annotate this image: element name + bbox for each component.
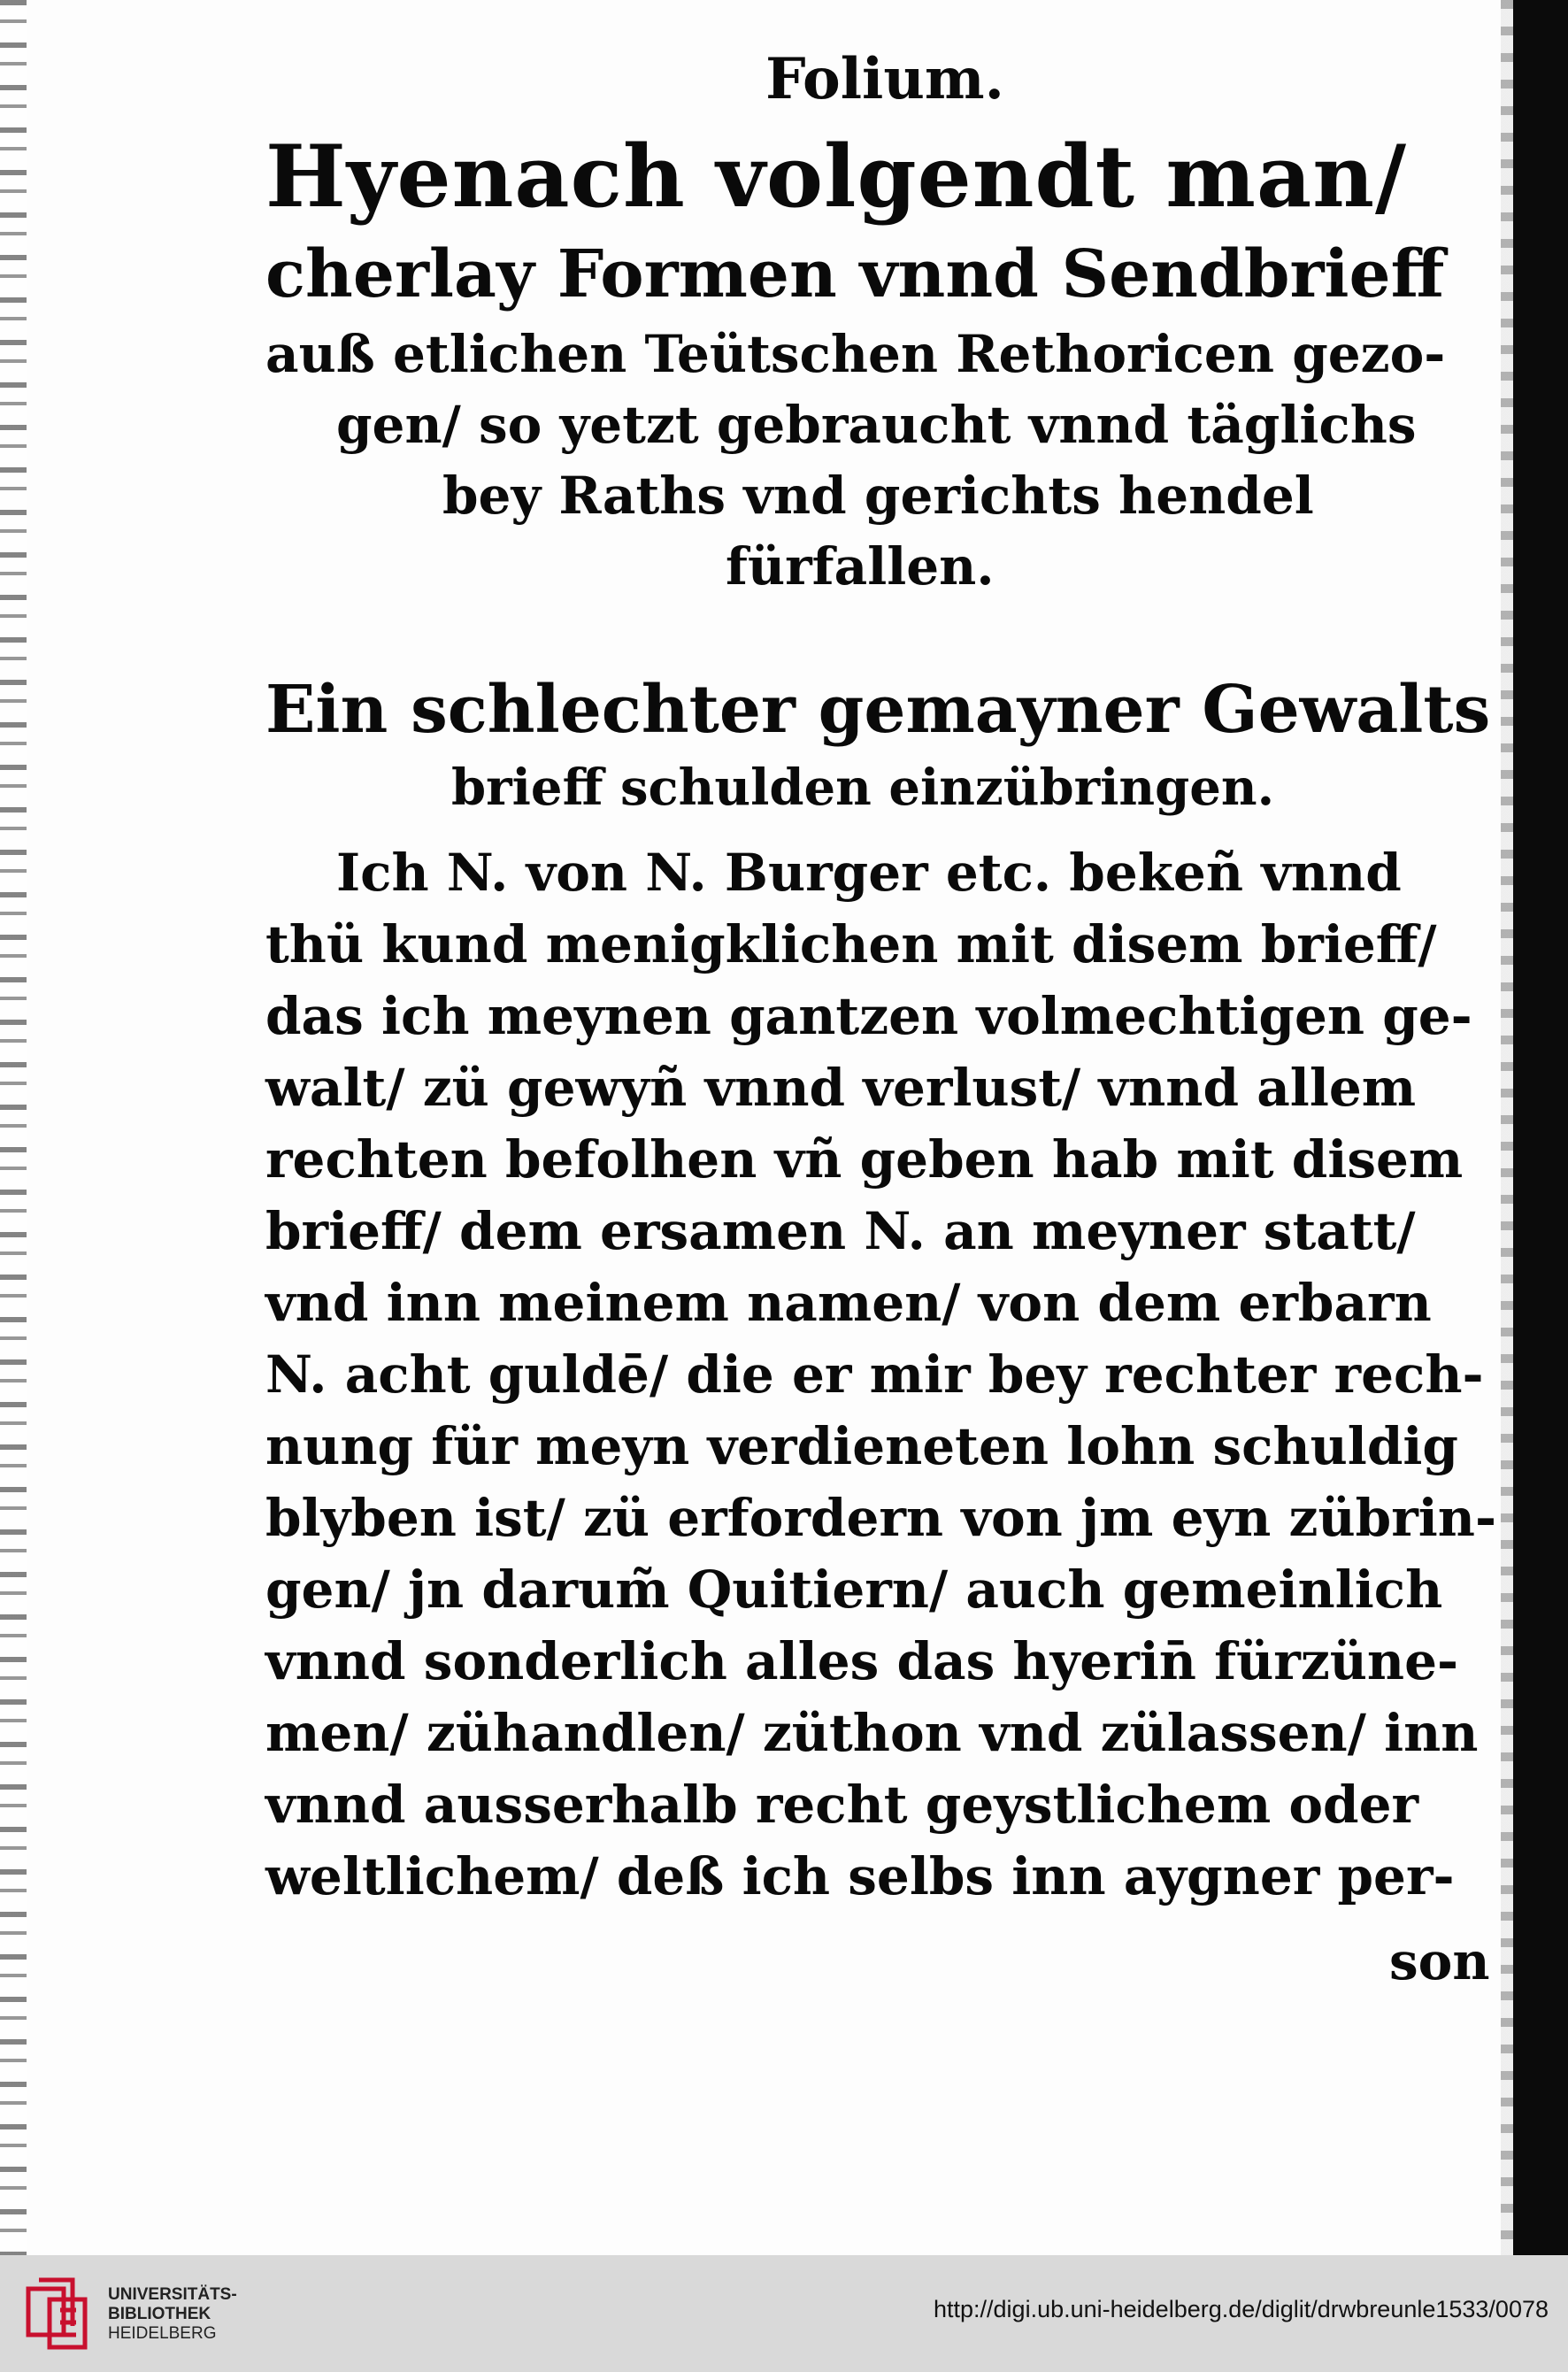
binding-shadow xyxy=(1501,0,1513,2255)
library-name-line: UNIVERSITÄTS- xyxy=(108,2285,237,2304)
body-line: N. acht guldē/ die er mir bey rechter rech- xyxy=(265,1344,1484,1405)
permalink-url[interactable]: http://digi.ub.uni-heidelberg.de/diglit/drwbreunle1533/0078 xyxy=(934,2296,1549,2322)
title-line: bey Raths vnd gerichts hendel xyxy=(442,466,1314,526)
title-line: fürfallen. xyxy=(726,536,995,597)
body-line: vnd inn meinem namen/ von dem erbarn xyxy=(265,1273,1432,1333)
viewer-footer xyxy=(0,2255,1568,2372)
body-line: weltlichem/ deß ich selbs inn aygner per- xyxy=(265,1846,1455,1906)
title-line: auß etlichen Teütschen Rethoricen gezo- xyxy=(265,324,1446,384)
title-line: cherlay Formen vnnd Sendbrieff xyxy=(265,236,1445,312)
body-line: blyben ist/ zü erfordern von jm eyn zübrin- xyxy=(265,1488,1497,1548)
body-line: brieff/ dem ersamen N. an meyner statt/ xyxy=(265,1201,1416,1261)
body-line: Ich N. von N. Burger etc. bekeñ vnnd xyxy=(336,843,1402,903)
library-name xyxy=(108,2285,237,2344)
section-heading: Ein schlechter gemayner Gewalts xyxy=(265,672,1491,748)
body-line: rechten befolhen vñ geben hab mit disem xyxy=(265,1129,1464,1190)
body-line: vnnd ausserhalb recht geystlichem oder xyxy=(265,1775,1419,1835)
catchword: son xyxy=(1389,1931,1490,1991)
left-page-edge xyxy=(0,0,27,2255)
library-name-line: HEIDELBERG xyxy=(108,2324,217,2343)
body-line: men/ zühandlen/ züthon vnd zülassen/ inn xyxy=(265,1703,1479,1763)
body-line: nung für meyn verdieneten lohn schuldig xyxy=(265,1416,1458,1476)
body-line: thü kund menigklichen mit disem brieff/ xyxy=(265,914,1437,974)
title-line: Hyenach volgendt man/ xyxy=(265,127,1408,227)
body-line: vnnd sonderlich alles das hyerin̄ fürzüne- xyxy=(265,1631,1459,1691)
folio-header: Folium. xyxy=(765,46,1004,112)
body-line: walt/ zü gewyñ vnnd verlust/ vnnd allem xyxy=(265,1058,1417,1118)
page-text xyxy=(265,35,1497,2001)
right-page-edge xyxy=(1513,0,1568,2255)
body-line: das ich meynen gantzen volmechtigen ge- xyxy=(265,986,1472,1046)
library-logo-icon xyxy=(19,2273,99,2354)
body-line: gen/ jn darum̃ Quitiern/ auch gemeinlich xyxy=(265,1560,1443,1620)
title-line: gen/ so yetzt gebraucht vnnd täglichs xyxy=(336,395,1417,455)
section-subheading: brieff schulden einzübringen. xyxy=(451,759,1275,817)
library-name-line: BIBLIOTHEK xyxy=(108,2305,211,2323)
